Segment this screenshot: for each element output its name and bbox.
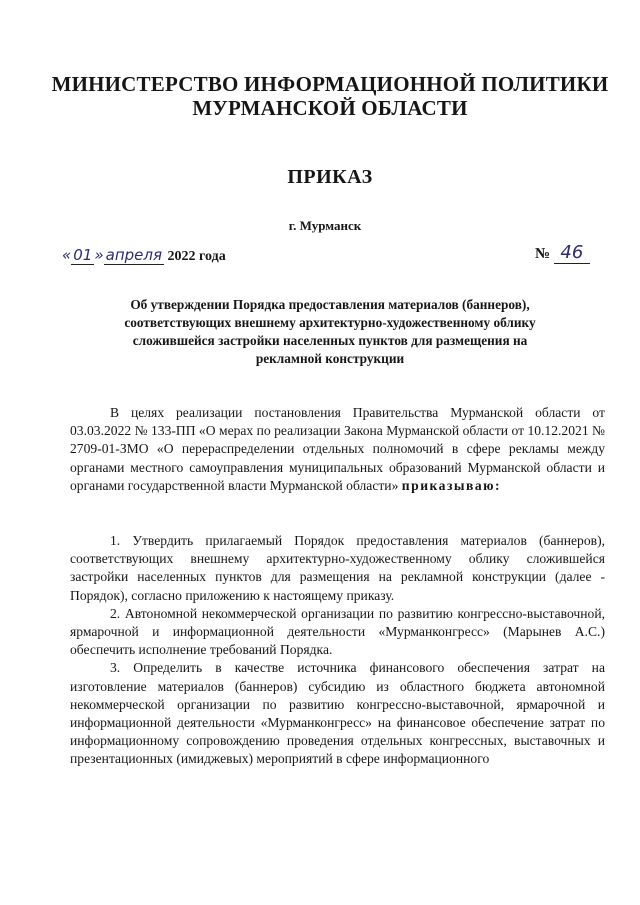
order-item-3: 3. Определить в качестве источника финансового обеспечения затрат на изготовление материалов (баннеров) субсидию из областного бюджета автономной некоммерческой организации по развитию конгрессно-выставочной, ярмарочной и информационной деятельности «Мурманконгресс» на финансовое обеспечение затрат по информационному сопровождению проведения отдельных конгрессных, выставочных и презентационных (имиджевых) мероприятий в сфере информационного (70, 660, 605, 767)
ministry-title-line2: МУРМАНСКОЙ ОБЛАСТИ (192, 96, 468, 120)
subject-line: соответствующих внешнему архитектурно-художественному облику (124, 315, 536, 330)
order-verb: приказываю: (401, 477, 502, 493)
number-value: 46 (554, 242, 590, 264)
order-subject (70, 296, 590, 368)
order-item-2: 2. Автономной некоммерческой организации по развитию конгрессно-выставочной, ярмарочной и информационной деятельности «Мурманконгресс» (Марынев А.С.) обеспечить исполнение требований Порядка. (70, 605, 605, 658)
order-items (70, 532, 605, 769)
preamble-text: В целях реализации постановления Правительства Мурманской области от 03.03.2022 № 133-ПП «О мерах по реализации Закона Мурманской области от 10.12.2021 № 2709-01-ЗМО «О перераспределении отдельных полномочий в сфере рекламы между органами местного самоуправления муниципальных образований Мурманской области и органами государственной власти Мурманской области» (70, 405, 605, 493)
ministry-title-line1: МИНИСТЕРСТВО ИНФОРМАЦИОННОЙ ПОЛИТИКИ (51, 72, 609, 96)
subject-line: сложившейся застройки населенных пунктов для размещения на (132, 333, 528, 348)
preamble-paragraph (70, 404, 605, 495)
number-sign: № (535, 246, 551, 262)
subject-line: Об утверждении Порядка предоставления материалов (баннеров), (130, 297, 530, 312)
date-day: 01 (73, 246, 93, 264)
order-item-1: 1. Утвердить прилагаемый Порядок предоставления материалов (баннеров), соответствующих внешнему архитектурно-художественному облику сложившейся застройки населенных пунктов для размещения на рекламной конструкции (далее - Порядок), согласно приложению к настоящему приказу. (70, 533, 605, 603)
order-date (62, 246, 226, 265)
subject-line: рекламной конструкции (255, 351, 405, 366)
order-number (535, 242, 590, 264)
date-year: 2022 года (167, 249, 226, 264)
date-close-quote: » (94, 246, 104, 264)
date-month: апреля (105, 246, 162, 264)
document-type-title: ПРИКАЗ (287, 166, 373, 188)
date-open-quote: « (62, 246, 72, 264)
city-label: г. Мурманск (288, 218, 362, 233)
